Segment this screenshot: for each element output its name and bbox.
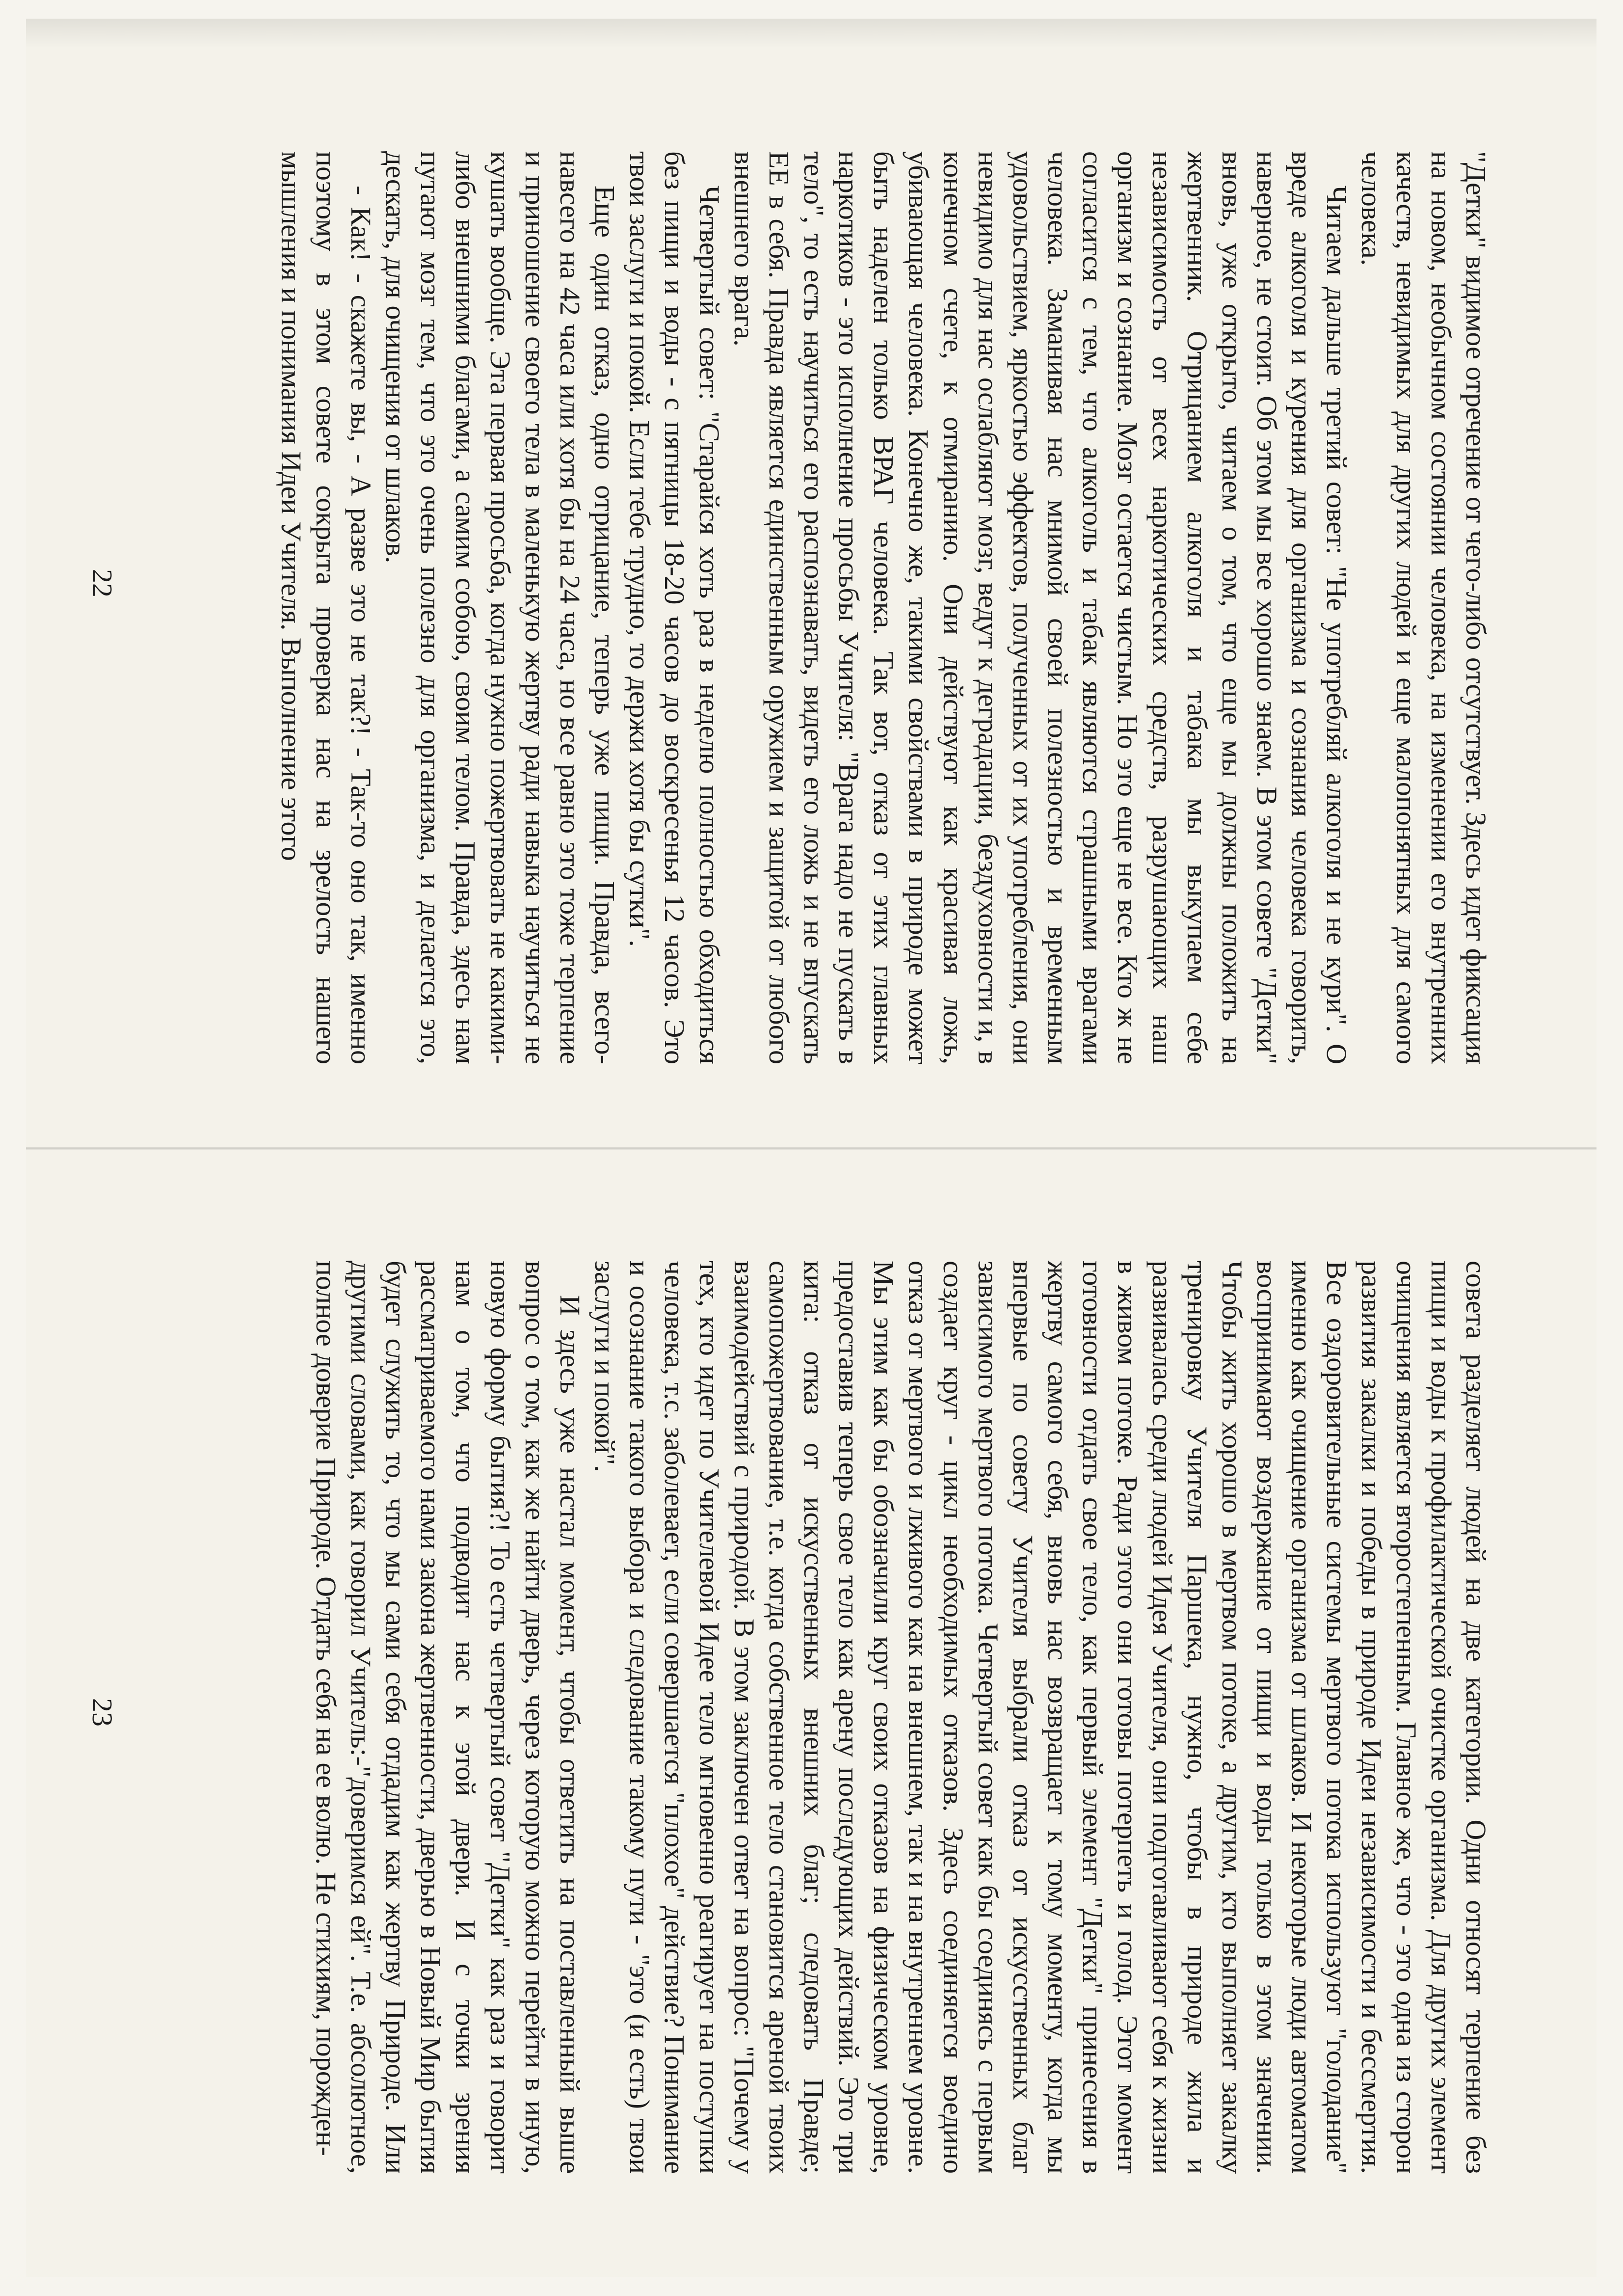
right-page	[26, 1148, 1596, 2277]
right-page-text	[139, 1261, 1493, 2174]
left-paragraph-4: Еще один отказ, одно отрицание, теперь уже пищи. Правда, всего-навсего на 42 часа или хотя бы на 24 часа, но все равно это тоже терпение и приношение своего тела в маленькую жертву ради навыка научиться не кушать вообще. Эта первая просьба, когда нужно пожертвовать не какими-либо внешними благами, а самим собою, своим телом. Правда, здесь нам путают мозг тем, что это очень полезно для организма, и делается это, дескать, для очищения от шлаков.	[380, 151, 621, 1064]
right-paragraph-2: И здесь уже настал момент, чтобы ответить на поставленный выше вопрос о том, как же найти дверь, через которую можно перейти в иную, новую форму бытия?! То есть четвертый совет "Детки" как раз и говорит нам о том, что подводит нас к этой двери. И с точки зрения рассматриваемого нами закона жертвенности, дверью в Новый Мир бытия будет служить то, что мы сами себя отдадим как жертву Природе. Или другими словами, как говорил Учитель:-"доверимся ей". Т.е. абсолютное, полное доверие Природе. Отдать себя на ее волю. Не стихиям, порожден-	[310, 1261, 586, 2174]
left-paragraph-3: Четвертый совет: "Старайся хоть раз в неделю полностью обходиться без пищи и воды - с пятницы 18-20 часов до воскресенья 12 часов. Это твои заслуги и покой. Если тебе трудно, то держи хотя бы сутки".	[624, 151, 725, 1064]
left-page-text	[139, 151, 1493, 1064]
left-paragraph-2: Читаем дальше третий совет: "Не употребляй алкоголя и не кури". О вреде алкоголя и курения для организма и сознания человека говорить, наверное, не стоит. Об этом мы все хорошо знаем. В этом совете "Детки" вновь, уже открыто, читаем о том, что еще мы должны положить на жертвенник. Отрицанием алкоголя и табака мы выкупаем себе независимость от всех наркотических средств, разрушающих наш организм и сознание. Мозг остается чистым. Но это еще не все. Кто ж не согласится с тем, что алкоголь и табак являются страшными врагами человека. Заманивая нас мнимой своей полезностью и временным удовольствием, яркостью эффектов, полученных от их употребления, они невидимо для нас ослабляют мозг, ведут к деградации, бездуховности и, в конечном счете, к отмиранию. Они действуют как красивая ложь, убивающая человека. Конечно же, такими свойствами в природе может быть наделен только ВРАГ человека. Так вот, отказ от этих главных наркотиков - это исполнение просьбы Учителя: "Врага надо не пускать в тело", то есть научиться его распознавать, видеть его ложь и не впускать ЕЕ в себя. Правда является единственным оружием и защитой от любого внешнего врага.	[728, 151, 1353, 1064]
left-page-number: 22	[86, 569, 118, 597]
left-page	[26, 19, 1596, 1148]
right-paragraph-1: совета разделяет людей на две категории. Одни относят терпение без пищи и воды к профилактической очистке организма. Для других элемент очищения является второстепенным. Главное же, что - это одна из сторон развития закалки и победы в природе Идеи независимости и бессмертия. Все оздоровительные системы мертвого потока используют "голодание" именно как очищение организма от шлаков. И некоторые люди автоматом воспринимают воздержание от пищи и воды только в этом значении. Чтобы жить хорошо в мертвом потоке, а другим, кто выполняет закалку тренировку Учителя Паршека, нужно, чтобы в природе жила и развивалась среди людей Идея Учителя, они подготавливают себя к жизни в живом потоке. Ради этого они готовы потерпеть и голод. Этот момент готовности отдать свое тело, как первый элемент "Детки" принесения в жертву самого себя, вновь нас возвращает к тому моменту, когда мы впервые по совету Учителя выбрали отказ от искусственных благ зависимого мертвого потока. Четвертый совет как бы соединясь с первым создает круг - цикл необходимых отказов. Здесь соединяется воедино отказ от мертвого и лживого как на внешнем, так и на внутреннем уровне. Мы этим как бы обозначили круг своих отказов на физическом уровне, предоставив теперь свое тело как арену последующих действий. Это три кита: отказ от искусственных внешних благ; следовать Правде; самопожертвование, т.е. когда собственное тело становится ареной твоих взаимодействий с природой. В этом заключен ответ на вопрос: "Почему у тех, кто идет по Учителевой Идее тело мгновенно реагирует на поступки человека, т.с. заболевает, если совершается "плохое" действие? Понимание и осознание такого выбора и следование такому пути - "это (и есть) твои заслуги и покой".	[589, 1261, 1492, 2174]
right-page-number: 23	[86, 1698, 118, 1727]
book-spread	[26, 19, 1596, 2277]
left-paragraph-1: "Детки" видимое отречение от чего-либо отсутствует. Здесь идет фиксация на новом, необычном состоянии человека, на изменении его внутренних качеств, невидимых для других людей и еще малопонятных для самого человека.	[1356, 151, 1492, 1064]
left-paragraph-5: - Как! - скажете вы, - А разве это не так?! - Так-то оно так, именно поэтому в этом совете сокрыта проверка нас на зрелость нашего мышления и понимания Идеи Учителя. Выполнение этого	[275, 151, 377, 1064]
